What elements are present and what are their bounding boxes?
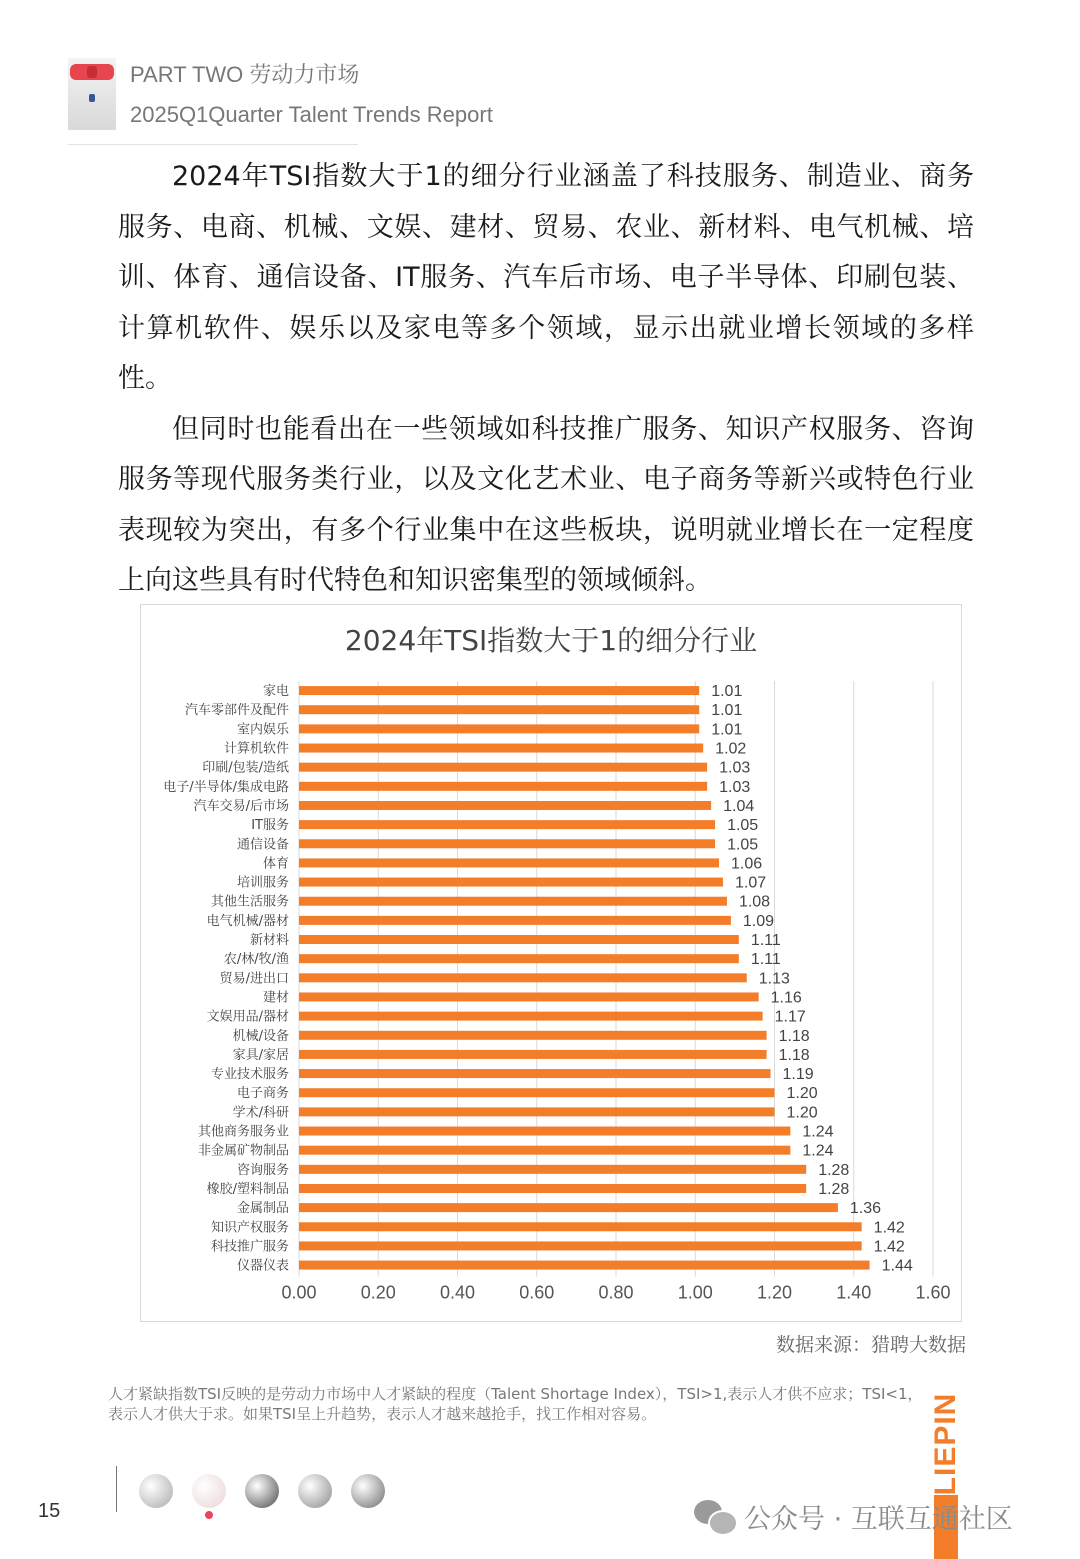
data-label: 1.18 — [778, 1046, 810, 1064]
data-label: 1.08 — [738, 893, 771, 911]
x-tick-label: 1.20 — [756, 1282, 793, 1303]
bar — [299, 1107, 775, 1116]
category-label: 汽车交易/后市场 — [193, 798, 289, 814]
header-section-title: PART TWO 劳动力市场 — [130, 62, 360, 87]
category-label: 仪器仪表 — [236, 1258, 289, 1274]
body-text — [118, 152, 974, 607]
data-label: 1.42 — [873, 1238, 905, 1256]
x-tick-label: 1.60 — [915, 1282, 951, 1303]
category-label: 电子/半导体/集成电路 — [163, 779, 289, 795]
bar — [299, 1127, 790, 1136]
data-label: 1.13 — [758, 970, 790, 988]
page-header — [68, 52, 493, 145]
header-thumbnail-image — [68, 58, 116, 130]
data-label: 1.11 — [750, 932, 781, 950]
paragraph-2: 但同时也能看出在一些领域如科技推广服务、知识产权服务、咨询服务等现代服务类行业，以及文化艺术业、电子商务等新兴或特色行业表现较为突出，有多个行业集中在这些板块，说明就业增长在一定程度上向这些具有时代特色和知识密集型的领域倾斜。 — [118, 413, 974, 596]
data-label: 1.03 — [719, 778, 751, 796]
category-label: 知识产权服务 — [210, 1220, 289, 1236]
active-thumbnail-dot — [205, 1511, 213, 1519]
bar — [299, 935, 739, 944]
bar — [299, 1069, 771, 1078]
category-label: 电子商务 — [236, 1086, 289, 1102]
data-label: 1.18 — [778, 1027, 810, 1045]
watermark — [694, 1496, 1013, 1536]
bar — [299, 916, 731, 925]
bar — [299, 1261, 870, 1270]
data-label: 1.20 — [786, 1104, 818, 1122]
data-label: 1.24 — [802, 1142, 834, 1160]
footer-thumbnail[interactable] — [351, 1474, 385, 1508]
bar — [299, 1088, 775, 1097]
x-tick-label: 0.00 — [281, 1282, 317, 1303]
bar — [299, 1165, 806, 1174]
bar — [299, 954, 739, 963]
category-label: 科技推广服务 — [210, 1239, 289, 1255]
category-label: 专业技术服务 — [210, 1067, 289, 1083]
category-label: 农/林/牧/渔 — [223, 952, 289, 968]
category-label: 非金属矿物制品 — [197, 1143, 289, 1159]
bar — [299, 1050, 767, 1059]
x-tick-label: 1.00 — [677, 1282, 713, 1303]
category-label: 其他商务服务业 — [197, 1124, 289, 1140]
tsi-bar-chart — [141, 605, 961, 1321]
data-label: 1.01 — [711, 683, 743, 701]
footer-thumbnail[interactable] — [192, 1474, 226, 1508]
data-label: 1.01 — [711, 721, 743, 739]
data-label: 1.19 — [782, 1066, 814, 1084]
category-label: 培训服务 — [236, 875, 289, 891]
category-label: 学术/科研 — [232, 1105, 289, 1121]
category-label: 印刷/包装/造纸 — [202, 760, 289, 776]
x-tick-label: 0.40 — [439, 1282, 476, 1303]
category-label: 体育 — [262, 856, 289, 872]
x-tick-label: 0.60 — [519, 1282, 555, 1303]
category-label: 金属制品 — [236, 1201, 289, 1217]
category-label: 咨询服务 — [236, 1162, 289, 1178]
bar — [299, 1012, 763, 1021]
bar — [299, 686, 699, 695]
data-label: 1.05 — [727, 836, 759, 854]
category-label: 汽车零部件及配件 — [184, 703, 289, 719]
bar — [299, 782, 707, 791]
brand-logo — [928, 1384, 964, 1504]
bar — [299, 1222, 862, 1231]
watermark-text: 公众号 · 互联互通社区 — [744, 1503, 1013, 1535]
data-label: 1.03 — [719, 759, 751, 777]
category-label: IT服务 — [251, 818, 289, 834]
x-tick-label: 0.20 — [360, 1282, 396, 1303]
bar — [299, 1203, 838, 1212]
data-label: 1.06 — [731, 855, 763, 873]
bar — [299, 858, 719, 867]
brand-text: LIEPIN — [929, 1392, 962, 1496]
bar — [299, 1146, 790, 1155]
footer-thumbnail[interactable] — [245, 1474, 279, 1508]
category-label: 通信设备 — [236, 837, 289, 853]
footer-thumbnail[interactable] — [139, 1474, 173, 1508]
chart-container — [140, 604, 962, 1322]
data-label: 1.04 — [723, 797, 755, 815]
data-label: 1.05 — [727, 817, 759, 835]
bar — [299, 724, 699, 733]
data-label: 1.44 — [881, 1257, 913, 1275]
x-tick-label: 1.40 — [836, 1282, 872, 1303]
data-label: 1.17 — [774, 1008, 806, 1026]
data-label: 1.28 — [818, 1161, 850, 1179]
bar — [299, 878, 723, 887]
chart-title: 2024年TSI指数大于1的细分行业 — [344, 624, 758, 657]
bar — [299, 1241, 862, 1250]
bar — [299, 897, 727, 906]
header-report-title: 2025Q1Quarter Talent Trends Report — [130, 102, 493, 127]
data-label: 1.20 — [786, 1085, 818, 1103]
data-label: 1.36 — [849, 1200, 882, 1218]
category-label: 家具/家居 — [232, 1047, 289, 1063]
footer-divider — [116, 1466, 117, 1512]
bar — [299, 1031, 767, 1040]
category-label: 建材 — [262, 990, 289, 1006]
data-label: 1.01 — [711, 702, 743, 720]
x-tick-label: 0.80 — [598, 1282, 634, 1303]
category-label: 电气机械/器材 — [206, 913, 289, 929]
data-source: 数据来源：猎聘大数据 — [775, 1334, 966, 1356]
footnote: 人才紧缺指数TSI反映的是劳动力市场中人才紧缺的程度（Talent Shortage Index），TSI>1,表示人才供不应求；TSI<1，表示人才供大于求。如果TSI呈上升趋势，表示人才越来越抢手，找工作相对容易。 — [108, 1385, 923, 1423]
data-label: 1.28 — [818, 1180, 850, 1198]
bar — [299, 1184, 806, 1193]
data-label: 1.24 — [802, 1123, 834, 1141]
bar — [299, 801, 711, 810]
category-label: 文娱用品/器材 — [206, 1009, 289, 1025]
paragraph-1: 2024年TSI指数大于1的细分行业涵盖了科技服务、制造业、商务服务、电商、机械、文娱、建材、贸易、农业、新材料、电气机械、培训、体育、通信设备、IT服务、汽车后市场、电子半导体、印刷包装、计算机软件、娱乐以及家电等多个领域，显示出就业增长领域的多样性。 — [118, 161, 974, 394]
data-label: 1.16 — [770, 989, 802, 1007]
category-label: 机械/设备 — [232, 1028, 289, 1044]
bar — [299, 744, 703, 753]
data-label: 1.11 — [750, 951, 781, 969]
category-label: 新材料 — [249, 933, 289, 949]
category-label: 贸易/进出口 — [219, 971, 289, 987]
category-label: 计算机软件 — [223, 741, 289, 757]
bar — [299, 992, 759, 1001]
data-label: 1.07 — [734, 874, 767, 892]
data-label: 1.42 — [873, 1219, 905, 1237]
category-label: 室内娱乐 — [236, 722, 289, 738]
bar — [299, 839, 715, 848]
category-label: 家电 — [262, 684, 289, 700]
bar — [299, 763, 707, 772]
data-label: 1.02 — [715, 740, 747, 758]
category-label: 橡胶/塑料制品 — [206, 1181, 289, 1197]
category-label: 其他生活服务 — [210, 894, 289, 910]
bar — [299, 973, 747, 982]
data-label: 1.09 — [742, 912, 775, 930]
page-number: 15 — [38, 1500, 61, 1522]
wechat-icon — [694, 1498, 736, 1534]
footer-thumbnail[interactable] — [298, 1474, 332, 1508]
bar — [299, 820, 715, 829]
bar — [299, 705, 699, 714]
